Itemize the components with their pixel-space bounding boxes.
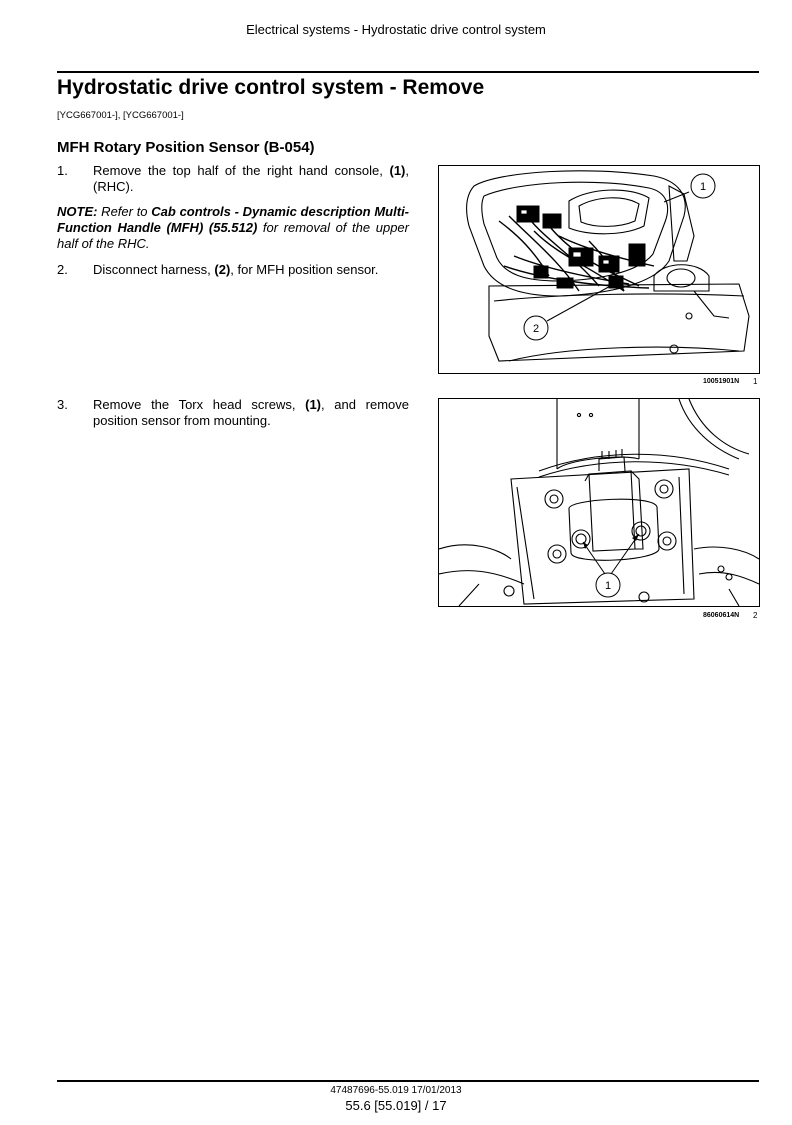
figure-2-code: 86060614N <box>703 612 740 619</box>
note: NOTE: Refer to Cab controls - Dynamic description Multi-Function Handle (MFH) (55.512) for removal of the upper half of the RHC. <box>57 204 410 251</box>
figure-2-sensor-illustration <box>438 398 760 607</box>
figure-1-code: 10051901N <box>703 378 740 385</box>
running-header: Electrical systems - Hydrostatic drive control system <box>246 22 546 37</box>
figure-1-console-illustration <box>438 165 760 374</box>
step-2 <box>57 262 409 278</box>
step-number: 1. <box>57 163 68 178</box>
note-link[interactable]: Cab controls - Dynamic description Multi-Function Handle (MFH) (55.512) <box>57 204 410 235</box>
footer-page-ref: 55.6 [55.019] / 17 <box>345 1098 447 1113</box>
footer-rule <box>57 1080 759 1082</box>
step-number: 2. <box>57 262 68 277</box>
note-label: NOTE: <box>57 204 98 219</box>
callout-ref: (2) <box>214 262 231 277</box>
title-rule <box>57 71 759 73</box>
step-text: Remove the Torx head screws, (1), and remove position sensor from mounting. <box>93 397 410 428</box>
sensor-line-drawing <box>439 399 759 606</box>
figure-2-number: 2 <box>753 611 758 620</box>
section-title: MFH Rotary Position Sensor (B-054) <box>57 139 315 156</box>
step-1 <box>57 163 409 195</box>
step-text: Disconnect harness, (2), for MFH position sensor. <box>93 262 379 277</box>
figure-2-callout-1: 1 <box>604 580 612 592</box>
serial-ranges: [YCG667001-], [YCG667001-] <box>57 110 184 121</box>
step-text: Remove the top half of the right hand console, (1), (RHC). <box>93 163 409 194</box>
step-3 <box>57 397 409 429</box>
footer-doc-ref: 47487696-55.019 17/01/2013 <box>330 1085 462 1096</box>
figure-1-callout-2: 2 <box>532 323 540 335</box>
step-number: 3. <box>57 397 68 412</box>
callout-ref: (1) <box>389 163 406 178</box>
callout-ref: (1) <box>305 397 322 412</box>
figure-1-number: 1 <box>753 377 758 386</box>
page-title: Hydrostatic drive control system - Remove <box>57 76 485 99</box>
console-line-drawing <box>439 166 759 373</box>
figure-1-callout-1: 1 <box>699 181 707 193</box>
